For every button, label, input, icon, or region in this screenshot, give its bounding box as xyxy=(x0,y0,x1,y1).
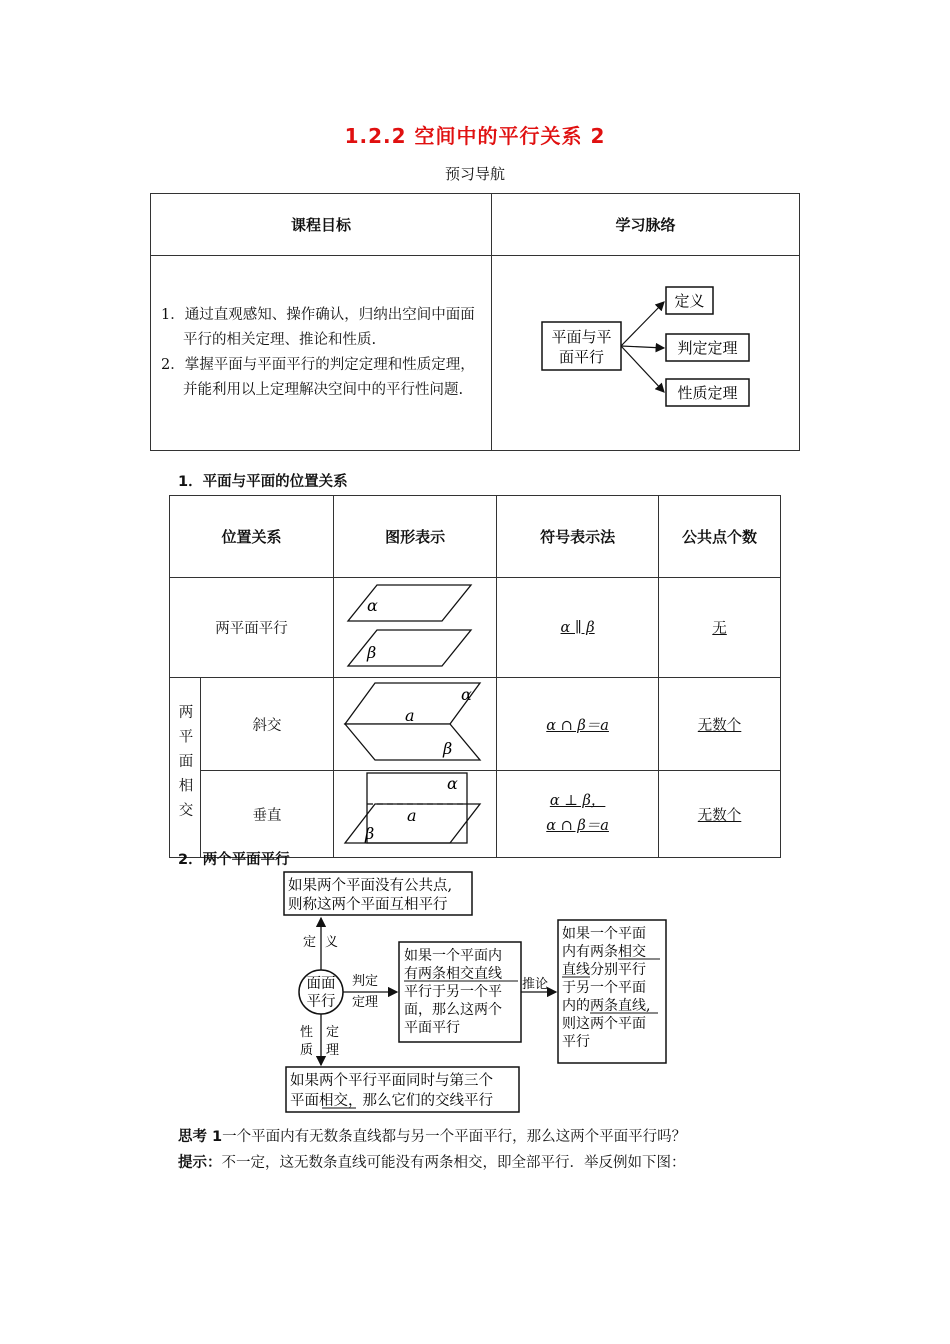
judge-arrow-label: 判定 xyxy=(352,974,379,989)
label-line-a: a xyxy=(405,706,415,725)
mindmap-cell xyxy=(492,256,800,451)
property-line: 平面相交，那么它们的交线平行 xyxy=(290,1093,493,1109)
think-hint xyxy=(178,1151,686,1172)
property-arrow-label: 定 xyxy=(326,1025,340,1040)
corollary-arrow-label: 推论 xyxy=(522,977,549,992)
guide-table xyxy=(150,193,800,451)
header-figure: 图形表示 xyxy=(334,496,497,578)
figure-parallel xyxy=(334,578,497,678)
property-arrow-label: 质 xyxy=(300,1043,314,1058)
label-alpha: α xyxy=(447,774,458,793)
label-beta: β xyxy=(367,643,377,662)
goal-item: 2．掌握平面与平面平行的判定定理和性质定理，并能利用以上定理解决空间中的平行性问题. xyxy=(161,357,475,398)
parallel-planes-figure xyxy=(335,578,495,673)
judge-line: 面，那么这两个 xyxy=(404,1002,502,1018)
label-line-a: a xyxy=(407,806,417,825)
mindmap-root-line: 平面与平 xyxy=(551,328,612,346)
header-relation: 位置关系 xyxy=(170,496,334,578)
corollary-line: 内的两条直线, xyxy=(562,998,651,1014)
corollary-line: 如果一个平面 xyxy=(562,926,646,942)
think-question xyxy=(178,1125,686,1146)
position-relations-table xyxy=(169,495,781,858)
goals-list xyxy=(151,303,491,403)
header-common-points: 公共点个数 xyxy=(659,496,781,578)
section-heading: 1．平面与平面的位置关系 xyxy=(178,474,348,490)
corollary-line: 于另一个平面 xyxy=(562,980,646,996)
judge-arrow-label: 定理 xyxy=(352,995,379,1010)
symbol-parallel: α ∥ β xyxy=(560,619,595,636)
intersect-group-cell xyxy=(170,678,201,858)
property-arrow-label: 理 xyxy=(326,1043,340,1058)
header-course-goals: 课程目标 xyxy=(151,194,492,256)
mindmap-branch-property: 性质定理 xyxy=(677,384,738,402)
center-line: 面面 xyxy=(306,976,336,992)
corollary-line: 内有两条相交 xyxy=(562,944,646,960)
relation-perpendicular: 垂直 xyxy=(201,771,334,858)
corollary-line: 平行 xyxy=(562,1034,590,1050)
label-alpha: α xyxy=(367,596,378,615)
symbol-perpendicular-2: α ∩ β＝a xyxy=(546,818,609,834)
header-learning-path: 学习脉络 xyxy=(492,194,800,256)
judge-line: 有两条相交直线 xyxy=(404,966,502,982)
page-subtitle: 预习导航 xyxy=(444,165,505,183)
mindmap-branch-definition: 定义 xyxy=(674,292,705,310)
judge-line: 平面平行 xyxy=(404,1020,460,1036)
count-perpendicular: 无数个 xyxy=(697,807,742,824)
mindmap-root-line: 面平行 xyxy=(558,348,605,366)
hint-text: 不一定，这无数条直线可能没有两条相交，即全部平行．举反例如下图： xyxy=(221,1155,686,1171)
definition-line: 如果两个平面没有公共点, xyxy=(288,878,453,894)
property-arrow-label: 性 xyxy=(300,1025,314,1040)
section-heading: 2．两个平面平行 xyxy=(178,852,290,868)
symbol-oblique: α ∩ β＝a xyxy=(546,717,609,734)
corollary-line: 则这两个平面 xyxy=(562,1016,646,1032)
think-label: 思考 1 xyxy=(178,1129,223,1145)
figure-oblique xyxy=(334,678,497,771)
oblique-planes-figure xyxy=(335,678,495,766)
mindmap-branch-judgment: 判定定理 xyxy=(677,339,738,357)
definition-line: 则称这两个平面互相平行 xyxy=(288,897,448,913)
hint-label: 提示： xyxy=(178,1155,222,1171)
mindmap-diagram xyxy=(492,256,799,446)
perpendicular-planes-figure xyxy=(335,771,495,853)
relation-oblique: 斜交 xyxy=(201,678,334,771)
count-parallel: 无 xyxy=(712,621,727,637)
corollary-line: 直线分别平行 xyxy=(562,962,646,978)
header-symbol: 符号表示法 xyxy=(497,496,659,578)
goal-item: 1．通过直观感知、操作确认，归纳出空间中面面平行的相关定理、推论和性质. xyxy=(161,307,475,348)
figure-perpendicular xyxy=(334,771,497,858)
parallel-planes-concept-diagram xyxy=(270,866,680,1122)
label-beta: β xyxy=(443,739,453,758)
definition-arrow-label: 义 xyxy=(325,935,339,950)
definition-arrow-label: 定 xyxy=(303,935,317,950)
page-title: 1.2.2 空间中的平行关系 2 xyxy=(344,124,606,148)
think-question-text: 一个平面内有无数条直线都与另一个平面平行，那么这两个平面平行吗？ xyxy=(222,1129,687,1145)
intersect-group-label: 两平面相交 xyxy=(176,704,193,827)
label-alpha: α xyxy=(461,685,472,704)
label-beta: β xyxy=(365,824,375,843)
goals-cell xyxy=(151,256,492,451)
symbol-perpendicular-1: α ⊥ β， xyxy=(549,793,606,809)
judge-line: 如果一个平面内 xyxy=(404,948,502,964)
relation-parallel: 两平面平行 xyxy=(170,578,334,678)
count-oblique: 无数个 xyxy=(697,717,742,734)
center-line: 平行 xyxy=(306,994,336,1010)
property-line: 如果两个平行平面同时与第三个 xyxy=(290,1073,493,1089)
judge-line: 平行于另一个平 xyxy=(404,984,502,1000)
